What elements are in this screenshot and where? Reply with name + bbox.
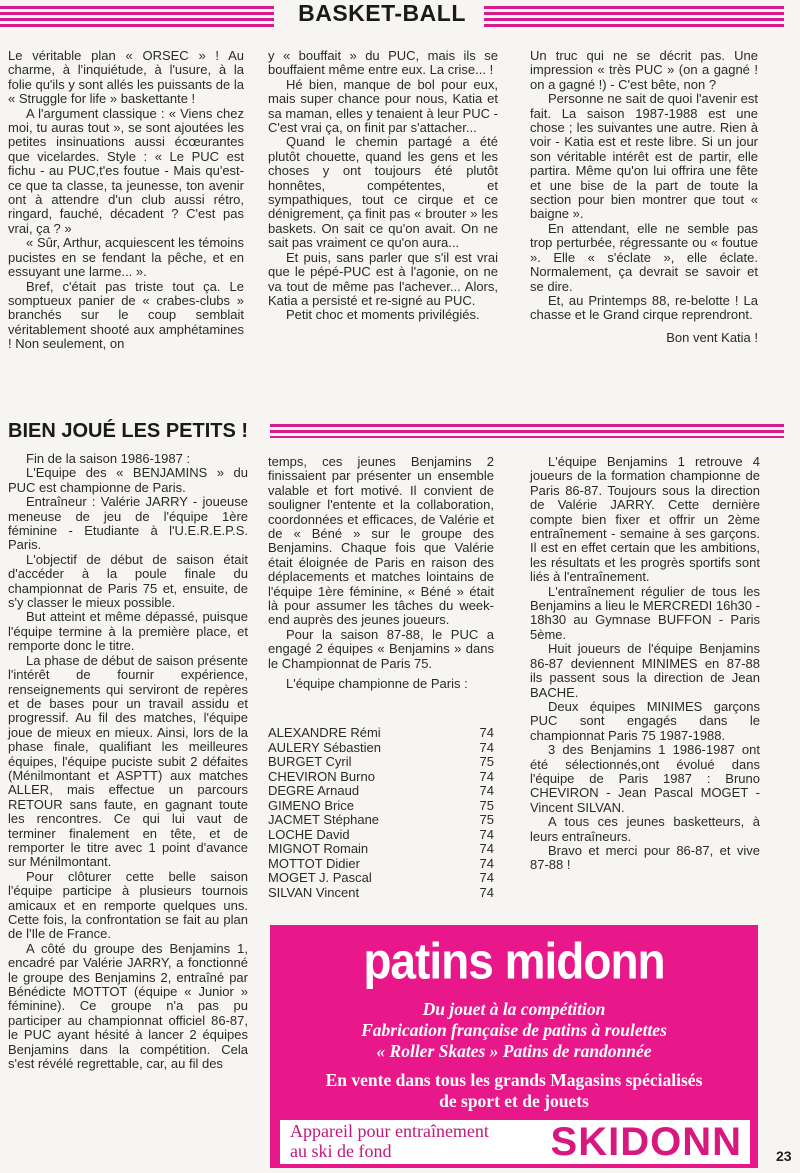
advertisement <box>270 925 758 1168</box>
header-stripes-left <box>0 6 274 30</box>
paragraph: L'entraînement régulier de tous les Benjamins a lieu le MERCREDI 16h30 - 18h30 au Gymnase BUFFON - Paris 5ème. <box>530 583 760 642</box>
paragraph: y « bouffait » du PUC, mais ils se bouffaient même entre eux. La crise... ! <box>268 48 498 78</box>
paragraph: « Sûr, Arthur, acquiescent les témoins pucistes en se fendant la pêche, et en essuyant une larme... ». <box>8 235 244 280</box>
paragraph: 3 des Benjamins 1 1986-1987 ont été sélectionnés,ont évolué dans l'équipe de Paris 1987 : Bruno CHEVIRON - Jean Pascal MOGET - Vincent SILVAN. <box>530 742 760 815</box>
section-title: BIEN JOUÉ LES PETITS ! <box>8 420 249 442</box>
player-name: GIMENO Brice <box>268 797 354 813</box>
list-item <box>268 741 494 756</box>
birth-year: 75 <box>479 812 494 827</box>
player-name: CHEVIRON Burno <box>268 768 375 784</box>
list-item <box>268 799 494 814</box>
ad-sales-line: En vente dans tous les grands Magasins spécialisés <box>325 1070 703 1090</box>
paragraph: L'équipe championne de Paris : <box>286 676 468 692</box>
ad-tagline: « Roller Skates » Patins de randonnée <box>376 1041 652 1061</box>
player-name: ALEXANDRE Rémi <box>268 725 381 740</box>
list-item <box>268 871 494 886</box>
paragraph: Le véritable plan « ORSEC » ! Au charme, à l'inquiétude, à l'usure, à la folie qu'ils y sont allés les puissants de la « Struggle for life » baskettante ! <box>8 48 244 107</box>
ad-brand-logo: patins midonn <box>363 932 665 990</box>
ad-sales-line: de sport et de jouets <box>439 1091 589 1111</box>
page-number: 23 <box>776 1148 792 1164</box>
player-name: SILVAN Vincent <box>268 884 360 900</box>
paragraph: Deux équipes MINIMES garçons PUC sont engagés dans le championnat Paris 75 1987-1988. <box>530 698 760 743</box>
article1-column-3 <box>530 49 758 345</box>
list-item <box>268 813 494 828</box>
paragraph: Pour clôturer cette belle saison l'équipe participe à plusieurs tournois amicaux et en remporte quelques uns. Cette fois, la confrontation se fait au plan de l'Ile de France. <box>8 868 248 942</box>
player-name: DEGRE Arnaud <box>268 783 360 798</box>
section-title-stripes <box>270 424 784 438</box>
paragraph: L'objectif de début de saison était d'accéder à la poule finale du championnat de Paris 75 et, ensuite, de s'y classer le mieux possible. <box>8 551 248 611</box>
birth-year: 74 <box>479 725 494 740</box>
birth-year: 74 <box>479 739 494 755</box>
list-item <box>268 828 494 843</box>
page-title: BASKET-BALL <box>298 0 466 26</box>
ad-ski-text <box>290 1121 520 1161</box>
paragraph: Quand le chemin partagé a été plutôt chouette, quand les gens et les choses y ont toujours été plutôt honnêtes, compétentes, et sympathiques, tout ce cirque et ce dénigrement, ça finit pas « brouter » les baskets. On sait ce qu'on avait. On ne sait pas vraiment ce qu'on aura... <box>268 134 498 251</box>
birth-year: 74 <box>479 870 494 885</box>
list-item <box>268 726 494 741</box>
birth-year: 75 <box>479 754 494 769</box>
player-name: LOCHE David <box>268 826 350 842</box>
birth-year: 74 <box>479 783 494 798</box>
ad-ski-line: Appareil pour entraînement <box>290 1121 489 1141</box>
paragraph: Un truc qui ne se décrit pas. Une impression « très PUC » (on a gagné ! on a gagné !) - C'est bête, non ? <box>530 48 758 92</box>
birth-year: 74 <box>479 768 494 784</box>
list-item <box>268 784 494 799</box>
player-name: MOTTOT Didier <box>268 855 360 871</box>
paragraph: L'équipe Benjamins 1 retrouve 4 joueurs de la formation championne de Paris 86-87. Toujours sous la direction de Valérie JARRY. Cette dernière compte bien fixer et offrir un 2ème entraînement - semaine à ses garçons. Il est en effet certain que les ambitions, les résultats et les progrès sportifs sont liés à l'entraînement. <box>530 454 760 585</box>
paragraph: Hé bien, manque de bol pour eux, mais super chance pour nous, Katia et sa maman, elles y tenaient à leur PUC - C'est vrai ça, on finit par s'attacher... <box>268 76 498 136</box>
birth-year: 75 <box>479 797 494 813</box>
ad-ski-line: au ski de fond <box>290 1141 392 1161</box>
header-stripes-right <box>484 6 784 30</box>
paragraph: Et, au Printemps 88, re-belotte ! La chasse et le Grand cirque reprendront. <box>530 292 758 323</box>
list-item <box>268 886 494 901</box>
ad-tagline: Du jouet à la compétition <box>422 999 606 1019</box>
list-item <box>268 857 494 872</box>
player-name: BURGET Cyril <box>268 754 352 769</box>
paragraph: Personne ne sait de quoi l'avenir est fait. La saison 1987-1988 est une chose ; les suivantes une autre. Rien à voir - Katia est et reste libre. Si un jour son véritable intérêt est de partir, elle partira. Même qu'on lui offrira une fête et une bise de la part de toute la section pour bien montrer que tout « baigne ». <box>530 91 758 222</box>
ad-skidonn-logo: SKIDONN <box>550 1120 742 1164</box>
list-item <box>268 770 494 785</box>
article2-column-2 <box>268 455 494 692</box>
birth-year: 74 <box>479 841 494 856</box>
paragraph: Bref, c'était pas triste tout ça. Le somptueux panier de « crabes-clubs » branchés sur le coup semblait véritablement shooté aux amphétamines ! Non seulement, on <box>8 278 244 352</box>
birth-year: 74 <box>479 826 494 842</box>
paragraph: A l'argument classique : « Viens chez moi, tu auras tout », se sont ajoutées les petites insinuations aussi écœurantes que vicelardes. Style : « Le PUC est fichu - au PUC,t'es foutue - Mais qu'est-ce que ta classe, ta jeunesse, ton avenir ont à attendre d'un club aussi rétro, ringard, fauché, décadent ? C'est pas vrai, ça ? » <box>8 105 244 236</box>
paragraph: But atteint et même dépassé, puisque l'équipe termine à la première place, et remporte donc le titre. <box>8 609 248 654</box>
player-name: MOGET J. Pascal <box>268 870 372 885</box>
paragraph: A côté du groupe des Benjamins 1, encadré par Valérie JARRY, a fonctionné le groupe des Benjamins 2, entraîné par Bénédicte MOTTOT (équipe « Junior » féminine). Ce groupe n'a pas pu participer au championnat officiel 86-87, le PUC ayant hésité à lancer 2 équipes Benjamins dans la compétition. Cela s'est révélé regrettable, car, au fil des <box>8 940 248 1072</box>
paragraph: Entraîneur : Valérie JARRY - joueuse meneuse de jeu de l'équipe 1ère féminine - Etudiante à l'U.E.R.E.P.S. Paris. <box>8 494 248 553</box>
article2-column-1 <box>8 452 248 1071</box>
article1-column-1 <box>8 49 244 352</box>
paragraph: Fin de la saison 1986-1987 : <box>26 451 191 466</box>
paragraph: temps, ces jeunes Benjamins 2 finissaient par présenter un ensemble valable et fort motivé. Il convient de souligner l'entente et la collaboration, coordonnées et efficaces, de Valérie et de « Béné » sur le groupe des Benjamins. Chaque fois que Valérie était éloignée de Paris en raison des déplacements et matches lointains de l'équipe 1ère féminine, « Béné » était là pour assumer les tâches du week-end auprès des jeunes joueurs. <box>268 454 494 628</box>
paragraph: Petit choc et moments privilégiés. <box>286 307 480 323</box>
roster-list <box>268 726 494 900</box>
ad-tagline: Fabrication française de patins à roulettes <box>361 1020 667 1040</box>
birth-year: 74 <box>479 884 494 900</box>
article2-column-3 <box>530 455 760 873</box>
paragraph: La phase de début de saison présente l'intérêt de fournir expérience, renseignements qui serviront de repères et de bases pour un travail assidu et progressif. Au fil des matches, l'équipe joue de mieux en mieux. Ainsi, lors de la phase finale, qualifiant les meilleures équipes, l'équipe puciste subit 2 défaites (Ménilmontant et ASPTT) aux matches ALLER, mais effectue un parcours RETOUR sans faute, en gagnant toute les rencontres. Ce qui lui vaut de terminer finalement en tête, et de remporter le titre avec 1 point d'avance sur Ménilmontant. <box>8 652 248 870</box>
ad-ski-panel <box>280 1120 750 1164</box>
paragraph: A tous ces jeunes basketteurs, à leurs entraîneurs. <box>530 814 760 844</box>
birth-year: 74 <box>479 855 494 871</box>
paragraph: Et puis, sans parler que s'il est vrai que le pépé-PUC est à l'agonie, on ne va tout de même pas l'achever... Alors, Katia a persisté et re-signé au PUC. <box>268 249 498 308</box>
paragraph: En attendant, elle ne semble pas trop perturbée, régressante ou « foutue ». Elle « s'éclate », elle éclate. Normalement, ça devrait se savoir et se dire. <box>530 220 758 294</box>
player-name: AULERY Sébastien <box>268 739 381 755</box>
list-item <box>268 842 494 857</box>
paragraph: Huit joueurs de l'équipe Benjamins 86-87 deviennent MINIMES en 87-88 ils passent sous la direction de Jean BACHE. <box>530 641 760 700</box>
player-name: MIGNOT Romain <box>268 841 369 856</box>
player-name: JACMET Stéphane <box>268 812 380 827</box>
signoff: Bon vent Katia ! <box>666 329 758 345</box>
article1-column-2 <box>268 49 498 323</box>
list-item <box>268 755 494 770</box>
paragraph: Pour la saison 87-88, le PUC a engagé 2 équipes « Benjamins » dans le Championnat de Paris 75. <box>268 626 494 671</box>
paragraph: L'Equipe des « BENJAMINS » du PUC est championne de Paris. <box>8 465 248 495</box>
paragraph: Bravo et merci pour 86-87, et vive 87-88 ! <box>530 842 760 873</box>
